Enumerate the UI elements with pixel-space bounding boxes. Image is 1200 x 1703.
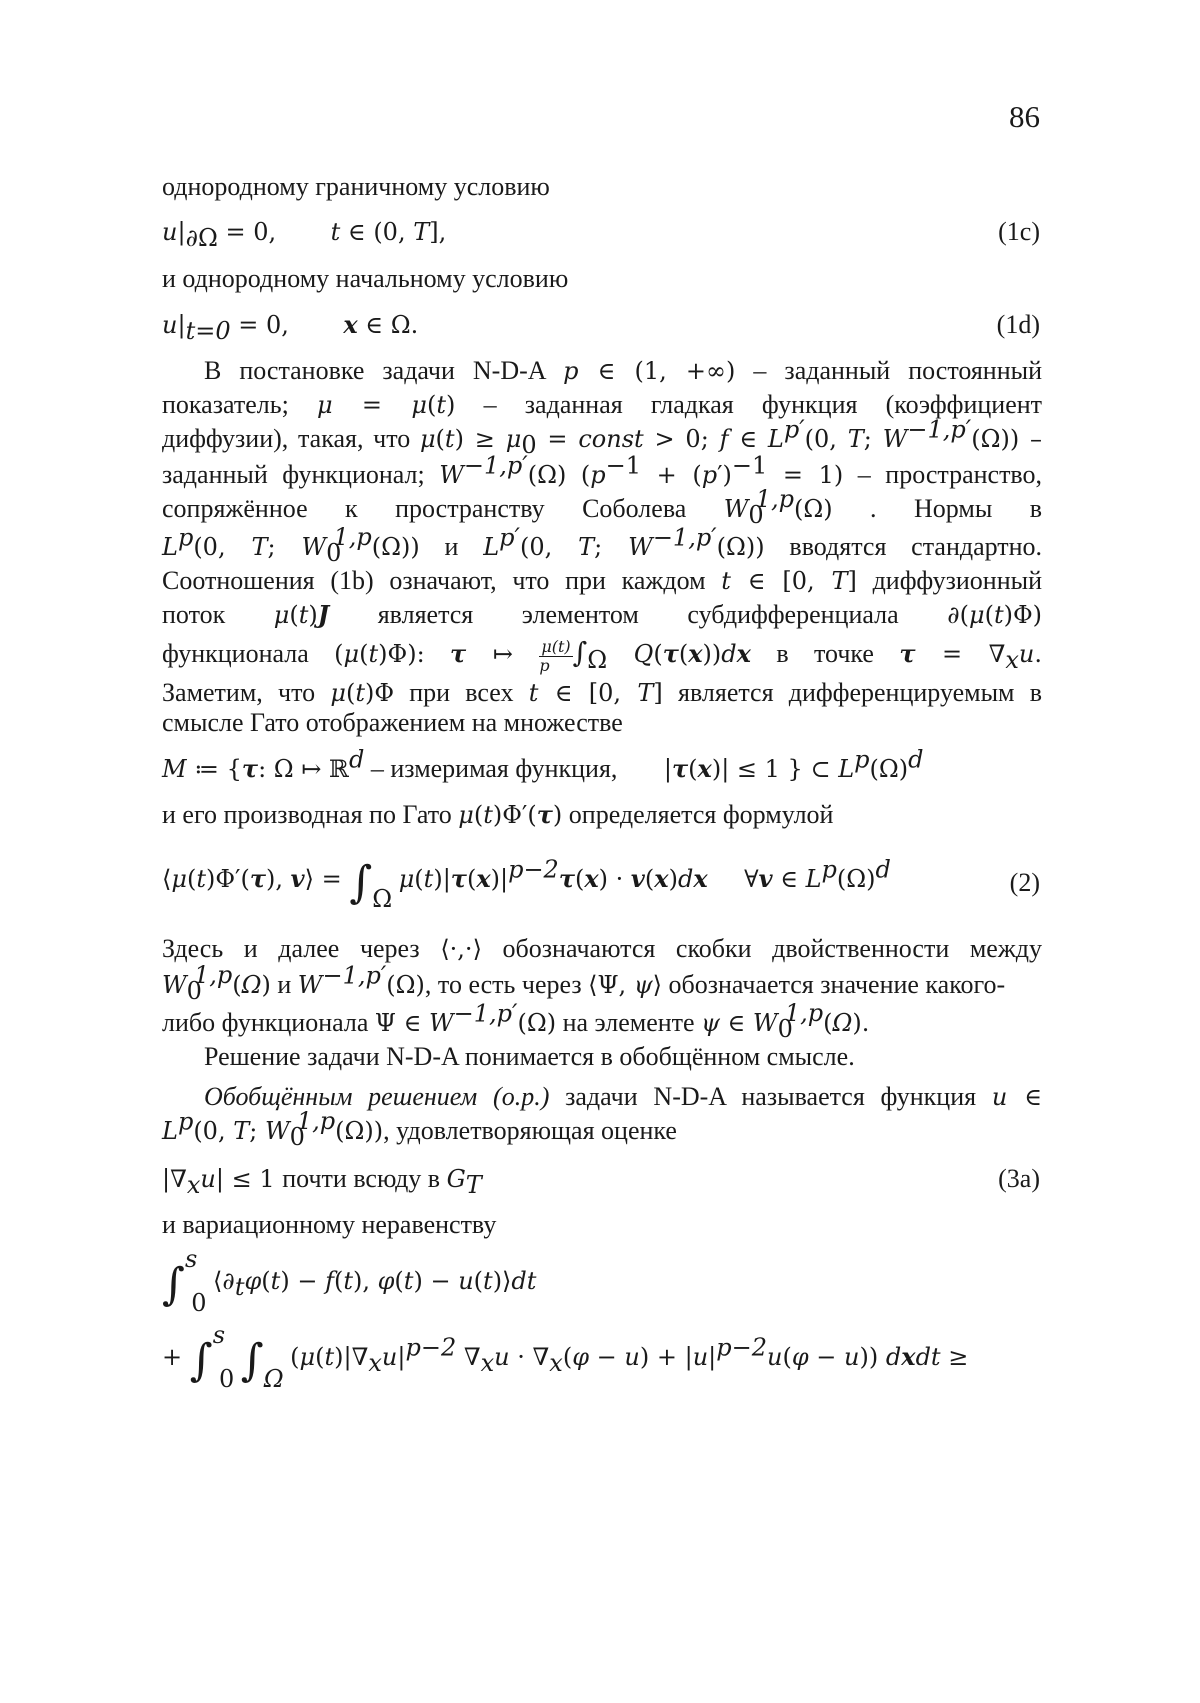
equation-number: (2)	[1009, 868, 1040, 897]
text-span: и	[277, 970, 292, 999]
text-span: поток	[162, 600, 226, 629]
text-span: . Нормы в	[870, 494, 1043, 523]
text-span: – заданный постоянный	[753, 356, 1043, 385]
text-span: и	[444, 532, 459, 561]
definition-term: Обобщённым решением (о.р.)	[204, 1082, 550, 1111]
equation-number: (1c)	[998, 217, 1040, 246]
equation-2: ⟨μ(t)Φ′(τ), v⟩ = $\int_\Omega$ $\mu(t)|\tau(x)|^{p-2}\tau(x) \cdot v(x)dx$ ∀v ∈ $L^p(\Omega)^d$	[162, 855, 891, 914]
text-span: В постановке задачи N-D-A	[204, 356, 546, 385]
text-span: сопряжённое к пространству Соболева	[162, 494, 687, 523]
text-span: – заданная гладкая функция (коэффициент	[483, 390, 1043, 419]
text-span: диффузии), такая, что	[162, 424, 411, 453]
equation-1c: $u|_{\partial\Omega} = 0$, t ∈ (0, T],	[162, 218, 447, 253]
equation-number: (3a)	[998, 1164, 1040, 1193]
text-span: диффузионный	[872, 566, 1042, 595]
text-span: вводятся стандартно.	[789, 532, 1043, 561]
paragraph-line: функционала (μ(t)Φ): τ ↦ $\frac{\mu(t)}{p}$ $\int_\Omega$ Q(τ(x))dx в точке $\tau = \nabla_xu$.	[162, 636, 1043, 675]
text-span: является дифференцируемым в	[678, 678, 1043, 707]
text-line: и однородному начальному условию	[162, 264, 569, 293]
text-span: Здесь и далее через	[162, 934, 420, 963]
variational-inequality-line-2: + ∫$^s_0$ $\int_\Omega$ ($\mu(t)|\nabla_xu|^{p-2}$ $\nabla_xu \cdot \nabla_x(\varphi - u) + |u|^{p-2}u(\varphi - u)$) dxdt ≥	[162, 1321, 969, 1394]
text-span: , удовлетворяющая оценке	[383, 1116, 677, 1145]
equation-number: (1d)	[996, 310, 1040, 339]
paragraph-line: диффузии), такая, что $\mu(t) \ge \mu_0$ = const > 0; f ∈ $L^{p'}(0$, T; $W^{-1,p'}(\Omega)$) –	[162, 415, 1043, 460]
paragraph-line: показатель; μ = μ(t) – заданная гладкая функция (коэффициент	[162, 390, 1043, 419]
paragraph-line: $L^p(0$, T; $W_0^{1,p}(\Omega)$), удовлетворяющая оценке	[162, 1107, 677, 1152]
text-span: при всех	[409, 678, 514, 707]
text-span: почти всюду в	[282, 1164, 441, 1193]
paragraph-line: поток μ(t)J является элементом субдифференциала ∂(μ(t)Φ)	[162, 600, 1043, 629]
equation-1d: $u|_{t=0} = 0$, x ∈ Ω.	[162, 310, 419, 346]
text-span: определяется формулой	[568, 800, 834, 829]
set-definition: M ≔ {τ: Ω ↦ ℝ$^d$ – измеримая функция, |τ(x)| ≤ 1 } ⊂ $L^p(\Omega)^d$	[162, 745, 924, 783]
text-span: является элементом субдифференциала	[377, 600, 899, 629]
text-span: – измеримая функция,	[370, 754, 618, 783]
text-line: Решение задачи N-D-A понимается в обобщённом смысле.	[204, 1042, 855, 1071]
page-number: 86	[1009, 99, 1040, 134]
text-span: функционала	[162, 639, 309, 668]
text-span: и его производная по Гато	[162, 800, 452, 829]
text-line: и вариационному неравенству	[162, 1210, 497, 1239]
paragraph-line: В постановке задачи N-D-A p ∈ (1, +∞) – заданный постоянный	[204, 356, 1043, 385]
paragraph-line: $L^p(0$, T; $W_0^{1,p}(\Omega)$) и $L^{p'}(0$, T; $W^{-1,p'}(\Omega)$) вводятся стандартно.	[162, 523, 1043, 568]
text-span: обозначаются скобки двойственности между	[502, 934, 1043, 963]
paragraph-line: либо функционала Ψ ∈ $W^{-1,p'}(\Omega)$ на элементе ψ ∈ $W_0^{1,p}(\Omega)$.	[162, 999, 870, 1044]
text-span: заданный функционал;	[162, 460, 425, 489]
paragraph-line: заданный функционал; $W^{-1,p'}(\Omega) (p^{-1} + (p')^{-1} = 1)$ – пространство,	[162, 451, 1043, 489]
equation-3a: $|\nabla_xu| \le 1$ почти всюду в $G_T$	[162, 1164, 482, 1200]
paragraph-line: Соотношения (1b) означают, что при каждом t ∈ [0, T] диффузионный	[162, 566, 1042, 595]
text-span: на элементе	[562, 1008, 695, 1037]
text-span: – пространство,	[857, 460, 1043, 489]
text-span: в точке	[776, 639, 874, 668]
text-line: смысле Гато отображением на множестве	[162, 708, 623, 737]
paragraph-line: и его производная по Гато μ(t)Φ′(τ) определяется формулой	[162, 800, 834, 829]
text-span: , то есть через	[424, 970, 582, 999]
paragraph-line: $W_0^{1,p}(\Omega)$ и $W^{-1,p'}(\Omega)$, то есть через ⟨Ψ, ψ⟩ обозначается значение какого-	[162, 961, 1006, 1006]
text-line: однородному граничному условию	[162, 172, 550, 201]
variational-inequality-line-1: ∫$^s_0$ $⟨\partial_t\varphi(t) - f(t)$, φ(t) − u(t)⟩dt	[162, 1245, 537, 1318]
paragraph-line: Здесь и далее через ⟨·,·⟩ обозначаются скобки двойственности между	[162, 934, 1043, 963]
text-span: Заметим, что	[162, 678, 316, 707]
paragraph-line: сопряжённое к пространству Соболева $W_0^{1,p}(\Omega)$ . Нормы в	[162, 485, 1043, 530]
text-span: Соотношения (1b) означают, что при каждом	[162, 566, 706, 595]
paragraph-line: Обобщённым решением (о.р.) задачи N-D-A называется функция u ∈	[204, 1082, 1042, 1111]
text-span: либо функционала	[162, 1008, 369, 1037]
text-span: задачи N-D-A называется функция	[565, 1082, 977, 1111]
text-span: показатель;	[162, 390, 289, 419]
paragraph-line: Заметим, что μ(t)Φ при всех t ∈ [0, T] является дифференцируемым в	[162, 678, 1043, 707]
text-span: обозначается значение какого-	[668, 970, 1006, 999]
